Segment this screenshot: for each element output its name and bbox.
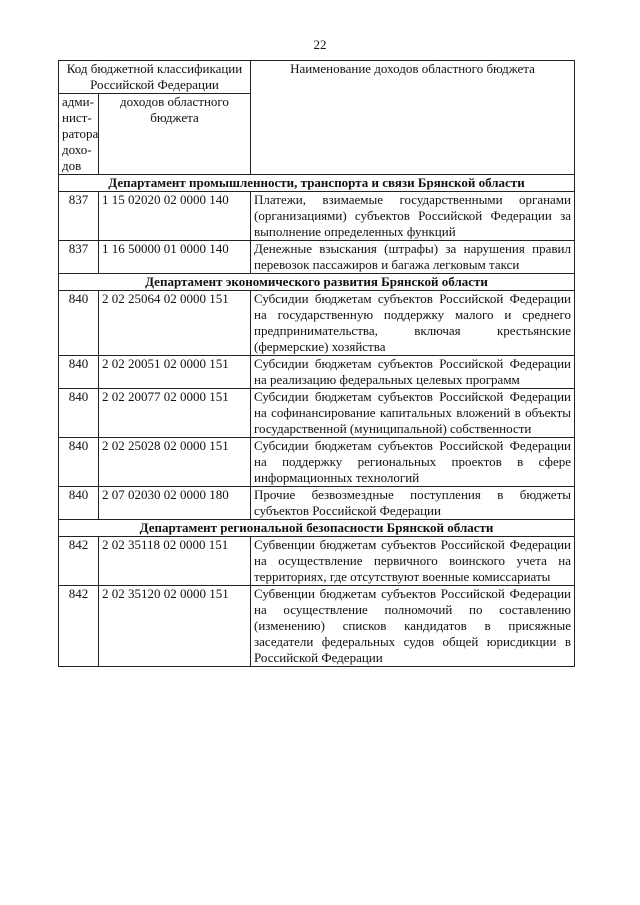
administrator-code: 837 [59, 241, 99, 274]
header-administrator: адми-нист-ратора дохо-дов [59, 94, 99, 175]
header-revenue-name: Наименование доходов областного бюджета [251, 61, 575, 175]
section-title: Департамент региональной безопасности Брянской области [59, 520, 575, 537]
revenue-name: Денежные взыскания (штрафы) за нарушения правил перевозок пассажиров и багажа легковым такси [251, 241, 575, 274]
revenue-name: Субсидии бюджетам субъектов Российской Федерации на поддержку региональных проектов в сфере информационных технологий [251, 438, 575, 487]
header-budget-code: Код бюджетной классификации Российской Федерации [59, 61, 251, 94]
section-title: Департамент экономического развития Брянской области [59, 274, 575, 291]
budget-code: 2 02 35118 02 0000 151 [99, 537, 251, 586]
section-row [59, 274, 575, 291]
revenue-name: Субсидии бюджетам субъектов Российской Федерации на государственную поддержку малого и среднего предпринимательства, включая крестьянские (фермерские) хозяйства [251, 291, 575, 356]
table-row [59, 586, 575, 667]
administrator-code: 840 [59, 487, 99, 520]
administrator-code: 840 [59, 291, 99, 356]
section-title: Департамент промышленности, транспорта и связи Брянской области [59, 175, 575, 192]
budget-code: 1 16 50000 01 0000 140 [99, 241, 251, 274]
budget-code: 2 02 35120 02 0000 151 [99, 586, 251, 667]
table-row [59, 241, 575, 274]
budget-code: 2 02 20051 02 0000 151 [99, 356, 251, 389]
administrator-code: 840 [59, 438, 99, 487]
table-row [59, 192, 575, 241]
revenue-name: Субсидии бюджетам субъектов Российской Федерации на реализацию федеральных целевых программ [251, 356, 575, 389]
budget-code: 2 02 25028 02 0000 151 [99, 438, 251, 487]
administrator-code: 842 [59, 537, 99, 586]
administrator-code: 842 [59, 586, 99, 667]
table-row [59, 438, 575, 487]
administrator-code: 840 [59, 356, 99, 389]
table-row [59, 356, 575, 389]
budget-code: 2 07 02030 02 0000 180 [99, 487, 251, 520]
section-row [59, 175, 575, 192]
budget-code: 1 15 02020 02 0000 140 [99, 192, 251, 241]
table-row [59, 487, 575, 520]
section-row [59, 520, 575, 537]
budget-code: 2 02 20077 02 0000 151 [99, 389, 251, 438]
administrator-code: 837 [59, 192, 99, 241]
revenue-name: Платежи, взимаемые государственными органами (организациями) субъектов Российской Федерации за выполнение определенных функций [251, 192, 575, 241]
revenue-name: Субсидии бюджетам субъектов Российской Федерации на софинансирование капитальных вложений в объекты государственной (муниципальной) собственности [251, 389, 575, 438]
revenue-name: Прочие безвозмездные поступления в бюджеты субъектов Российской Федерации [251, 487, 575, 520]
table-row [59, 389, 575, 438]
revenue-name: Субвенции бюджетам субъектов Российской Федерации на осуществление полномочий по составлению (изменению) списков кандидатов в присяжные заседатели федеральных судов общей юрисдикции в Российской Федерации [251, 586, 575, 667]
administrator-code: 840 [59, 389, 99, 438]
table-row [59, 291, 575, 356]
table-header-row [59, 61, 575, 94]
revenue-name: Субвенции бюджетам субъектов Российской Федерации на осуществление первичного воинского учета на территориях, где отсутствуют военные комиссариаты [251, 537, 575, 586]
header-income-code: доходов областного бюджета [99, 94, 251, 175]
budget-classification-table [58, 60, 575, 667]
budget-code: 2 02 25064 02 0000 151 [99, 291, 251, 356]
table-row [59, 537, 575, 586]
page-number: 22 [313, 37, 327, 52]
table-body [59, 175, 575, 667]
